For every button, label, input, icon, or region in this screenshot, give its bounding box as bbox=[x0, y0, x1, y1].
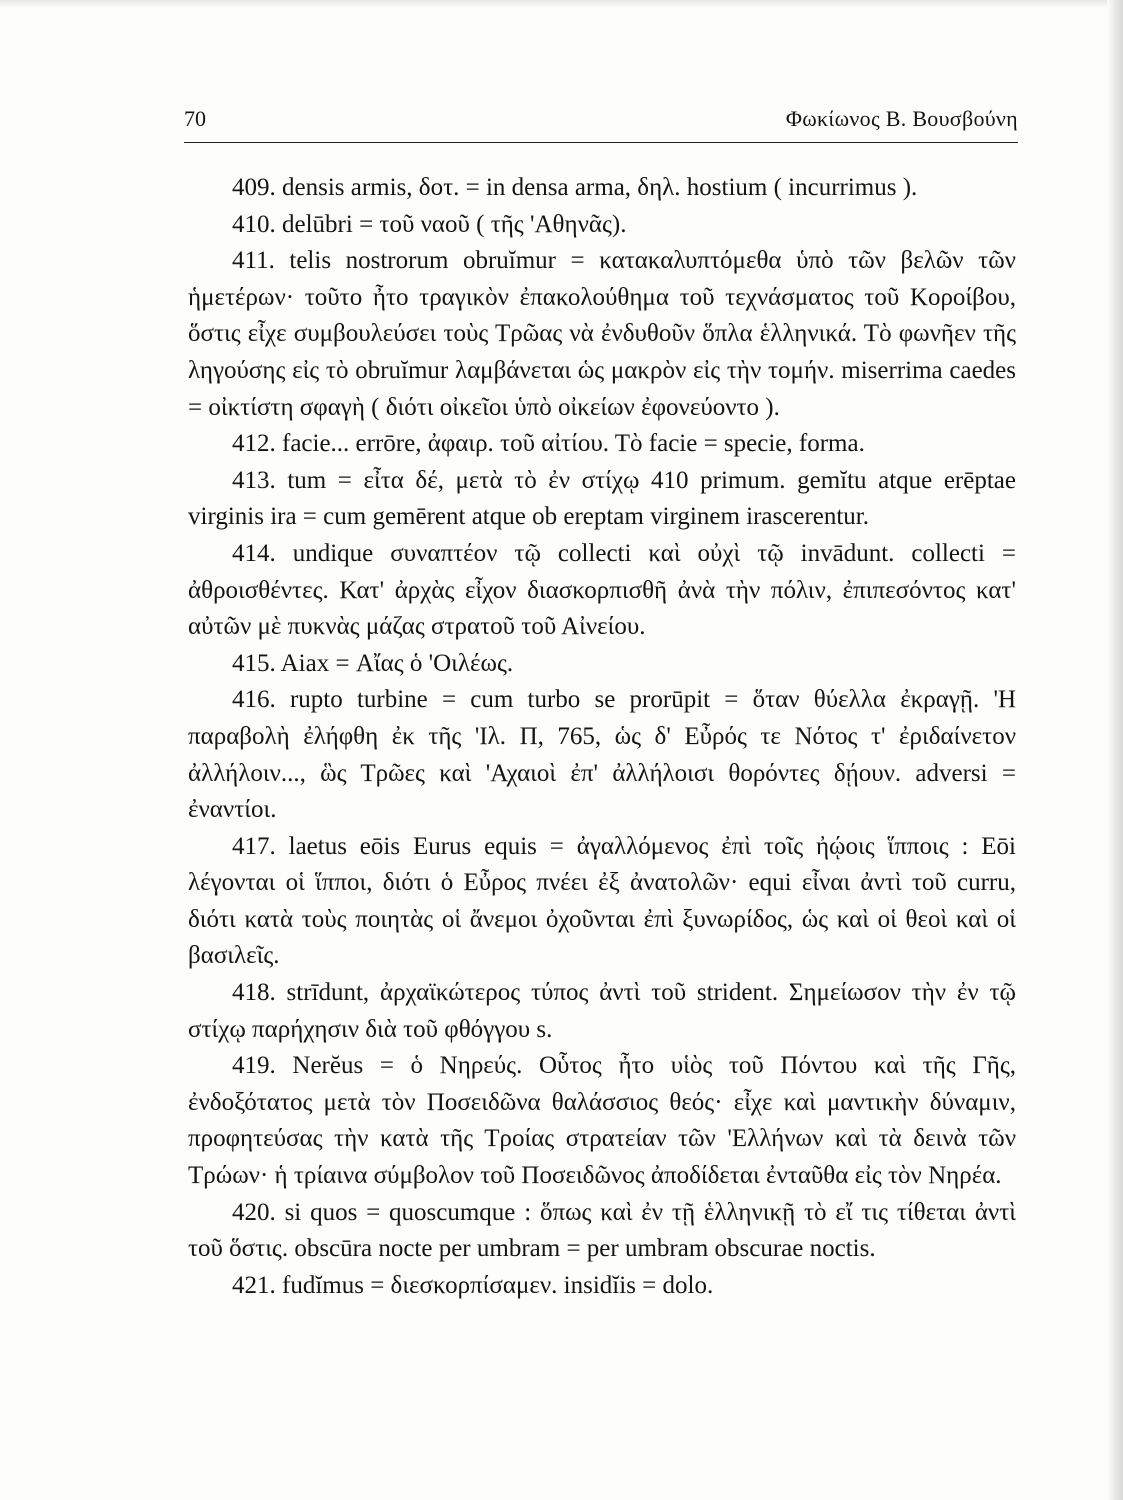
note-entry-410: 410. delūbri = τοῦ ναοῦ ( τῆς 'Αθηνᾶς). bbox=[232, 210, 627, 238]
note-entry-415: 415. Aiax = Αἴας ὁ 'Οιλέως. bbox=[232, 649, 514, 677]
page-number: 70 bbox=[184, 106, 206, 131]
note-entry-409: 409. densis armis, δοτ. = in densa arma, δηλ. hostium ( incurrimus ). bbox=[232, 174, 918, 201]
note-entry-412: 412. facie... errōre, ἀφαιρ. τοῦ αἰτίου. Τὸ facie = specie, forma. bbox=[232, 430, 865, 458]
note-entry-411: 411. telis nostrorum obruĭmur = κατακαλυπτόμεθα ὑπὸ τῶν βελῶν τῶν ἡμετέρων· τοῦτο ἦτο τραγικὸν ἐπακολούθημα τοῦ τεχνάσματος τοῦ Κοροίβου, ὅστις εἶχε συμβουλεύσει τοὺς Τρῶας νὰ ἐνδυθοῦν ὅπλα ἑλληνικά. Τὸ φωνῆεν τῆς ληγούσης εἰς τὸ obruĭmur λαμβάνεται ὡς μακρὸν εἰς τὴν τομήν. miserrima caedes = οἰκτίστη σφαγὴ ( διότι οἰκεῖοι ὑπὸ οἰκείων ἐφονεύοντο ). bbox=[188, 247, 1016, 421]
note-entry-414: 414. undique συναπτέον τῷ collecti καὶ οὐχὶ τῷ invādunt. collecti = ἀθροισθέντες. Κατ' ἀρχὰς εἶχον διασκορπισθῆ ἀνὰ τὴν πόλιν, ἐπιπεσόντος κατ' αὐτῶν μὲ πυκνὰς μάζας στρατοῦ τοῦ Αἰνείου. bbox=[188, 539, 1016, 641]
note-entry-417: 417. laetus eōis Eurus equis = ἀγαλλόμενος ἐπὶ τοῖς ἠῴοις ἵπποις : Eōi λέγονται οἱ ἵπποι, διότι ὁ Εὖρος πνέει ἐξ ἀνατολῶν· equi εἶναι ἀντὶ τοῦ curru, διότι κατὰ τοὺς ποιητὰς οἱ ἄνεμοι ὀχοῦνται ἐπὶ ξυνωρίδος, ὡς καὶ οἱ θεοὶ καὶ οἱ βασιλεῖς. bbox=[188, 832, 1016, 970]
note-entry-413: 413. tum = εἶτα δέ, μετὰ τὸ ἐν στίχῳ 410 primum. gemĭtu atque erēptae virginis ira = cum gemērent atque ob ereptam virginem irascerentur. bbox=[188, 466, 1016, 531]
note-entry-421: 421. fudĭmus = διεσκορπίσαμεν. insidĭis = dolo. bbox=[232, 1271, 714, 1299]
top-edge-shadow bbox=[0, 0, 1123, 8]
commentary-text bbox=[188, 170, 1016, 1304]
note-entry-418: 418. strīdunt, ἀρχαϊκώτερος τύπος ἀντὶ τοῦ strident. Σημείωσον τὴν ἐν τῷ στίχῳ παρήχησιν διὰ τοῦ φθόγγου s. bbox=[188, 979, 1016, 1043]
note-entry-416: 416. rupto turbine = cum turbo se prorūpit = ὅταν θύελλα ἐκραγῇ. 'Η παραβολὴ ἐλήφθη ἐκ τῆς 'Ιλ. Π, 765, ὡς δ' Εὖρός τε Νότος τ' ἐριδαίνετον ἀλλήλοιν..., ὣς Τρῶες καὶ 'Αχαιοὶ ἐπ' ἀλλήλοισι θορόντες δῄουν. adversi = ἐναντίοι. bbox=[188, 686, 1016, 824]
note-entry-419: 419. Nerĕus = ὁ Νηρεύς. Οὗτος ἦτο υἱὸς τοῦ Πόντου καὶ τῆς Γῆς, ἐνδοξότατος μετὰ τὸν Ποσειδῶνα θαλάσσιος θεός· εἶχε καὶ μαντικὴν δύναμιν, προφητεύσας τὴν κατὰ τῆς Τροίας στρατείαν τῶν 'Ελλήνων καὶ τὰ δεινὰ τῶν Τρώων· ἡ τρίαινα σύμβολον τοῦ Ποσειδῶνος ἀποδίδεται ἐνταῦθα εἰς τὸν Νηρέα. bbox=[188, 1052, 1016, 1190]
running-head: Φωκίωνος Β. Βουσβούνη bbox=[785, 106, 1018, 131]
page-header bbox=[184, 104, 1018, 143]
note-entry-420: 420. si quos = quoscumque : ὅπως καὶ ἐν τῇ ἑλληνικῇ τὸ εἴ τις τίθεται ἀντὶ τοῦ ὅστις. obscūra nocte per umbram = per umbram obscurae noctis. bbox=[188, 1198, 1016, 1263]
right-edge-shadow bbox=[1107, 0, 1123, 1500]
